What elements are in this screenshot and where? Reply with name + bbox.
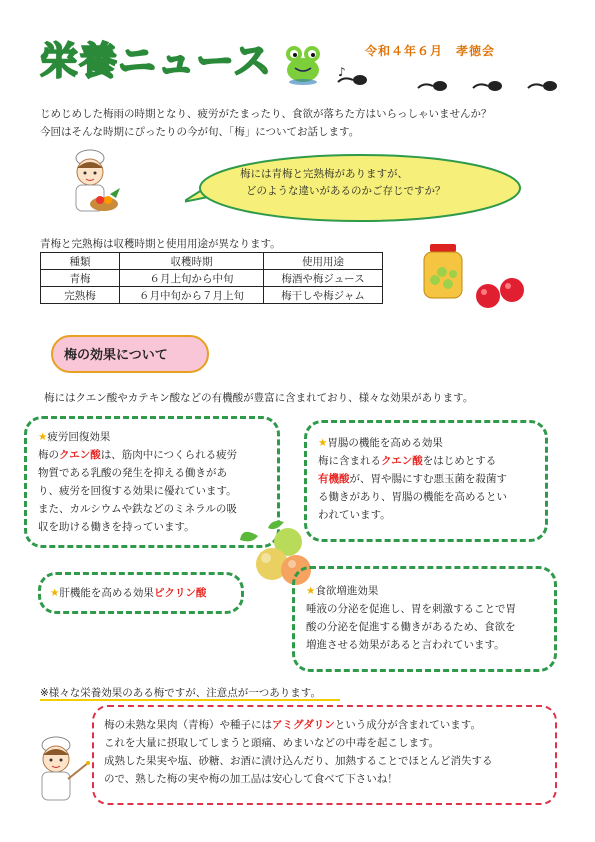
bubble-line: 梅には青梅と完熟梅がありますが、: [240, 168, 408, 180]
harvest-table: [40, 252, 383, 304]
tadpole-icons: [330, 62, 570, 102]
effect-appetite-text: ★食欲増進効果 唾液の分泌を促進し、胃を刺激することで胃 酸の分泌を促進する働きがあるため、食欲を 増進させる効果があると言われています。: [306, 585, 516, 651]
intro-line: 今回はそんな時期にぴったりの今が旬、「梅」についてお話します。: [40, 126, 360, 138]
effects-intro: 梅にはクエン酸やカテキン酸などの有機酸が豊富に含まれており、様々な効果があります。: [44, 392, 474, 404]
caution-text: 梅の未熟な果肉（青梅）や種子にはアミグダリンという成分が含まれています。 これを大量に摂取してしまうと頭痛、めまいなどの中毒を起こします。 成熟した果実や塩、砂糖、お酒に漬け込んだり、加熱することでほとんど消失する ので、熟した梅の実や梅の加工品は安心して食べて下さいね！: [104, 719, 493, 785]
table-cell: 青梅: [41, 270, 120, 287]
issue-date: 令和４年６月 孝徳会: [365, 44, 496, 58]
table-caption: 青梅と完熟梅は収穫時期と使用用途が異なります。: [40, 238, 281, 250]
table-row: [41, 287, 383, 304]
chef-pointing-illustration: [30, 735, 92, 805]
effect-stomach-text: ★胃腸の機能を高める効果 梅に含まれるクエン酸をはじめとする 有機酸が、胃や腸にすむ悪玉菌を殺菌す る働きがあり、胃腸の機能を高めるとい われています。: [318, 437, 507, 521]
plum-jar-icon: [418, 242, 468, 302]
table-header-row: [41, 253, 383, 270]
star-icon: ★: [38, 431, 48, 443]
column-header: 種類: [41, 253, 120, 270]
newsletter-title: 栄養ニュース: [40, 39, 273, 83]
column-header: 収穫時期: [120, 253, 264, 270]
table-row: [41, 270, 383, 287]
star-icon: ★: [50, 587, 60, 599]
caution-note: ※様々な栄養効果のある梅ですが、注意点が一つあります。: [40, 687, 321, 699]
section-title: 梅の効果について: [64, 348, 168, 363]
table-cell: 梅干しや梅ジャム: [264, 287, 383, 304]
note-underline: [40, 699, 340, 701]
effect-title: ★疲労回復効果: [38, 431, 111, 443]
table-cell: 完熟梅: [41, 287, 120, 304]
star-icon: ★: [318, 437, 328, 449]
table-cell: ６月中旬から７月上旬: [120, 287, 264, 304]
frog-icon: [283, 40, 323, 85]
column-header: 使用用途: [264, 253, 383, 270]
svg-text:♪: ♪: [338, 65, 346, 79]
star-icon: ★: [306, 585, 316, 597]
chef-illustration: [62, 148, 124, 218]
effect-fatigue-text: ★疲労回復効果 梅のクエン酸は、筋肉中につくられる疲労 物質である乳酸の発生を抑える働きがあ り、疲労を回復する効果に優れています。 また、カルシウムや鉄などのミネラルの吸 収を助ける働きを持っています。: [38, 428, 237, 536]
table-cell: ６月上旬から中旬: [120, 270, 264, 287]
intro-text: [40, 105, 492, 141]
effect-liver-text: ★肝機能を高める効果ピクリン酸: [50, 587, 207, 599]
bubble-line: どのような違いがあるのかご存じですか？: [246, 185, 446, 197]
umeboshi-icon: [470, 274, 530, 310]
bubble-text: [240, 166, 446, 200]
intro-line: じめじめした梅雨の時期となり、疲労がたまったり、食欲が落ちた方はいらっしゃいませんか？: [40, 108, 492, 120]
table-cell: 梅酒や梅ジュース: [264, 270, 383, 287]
